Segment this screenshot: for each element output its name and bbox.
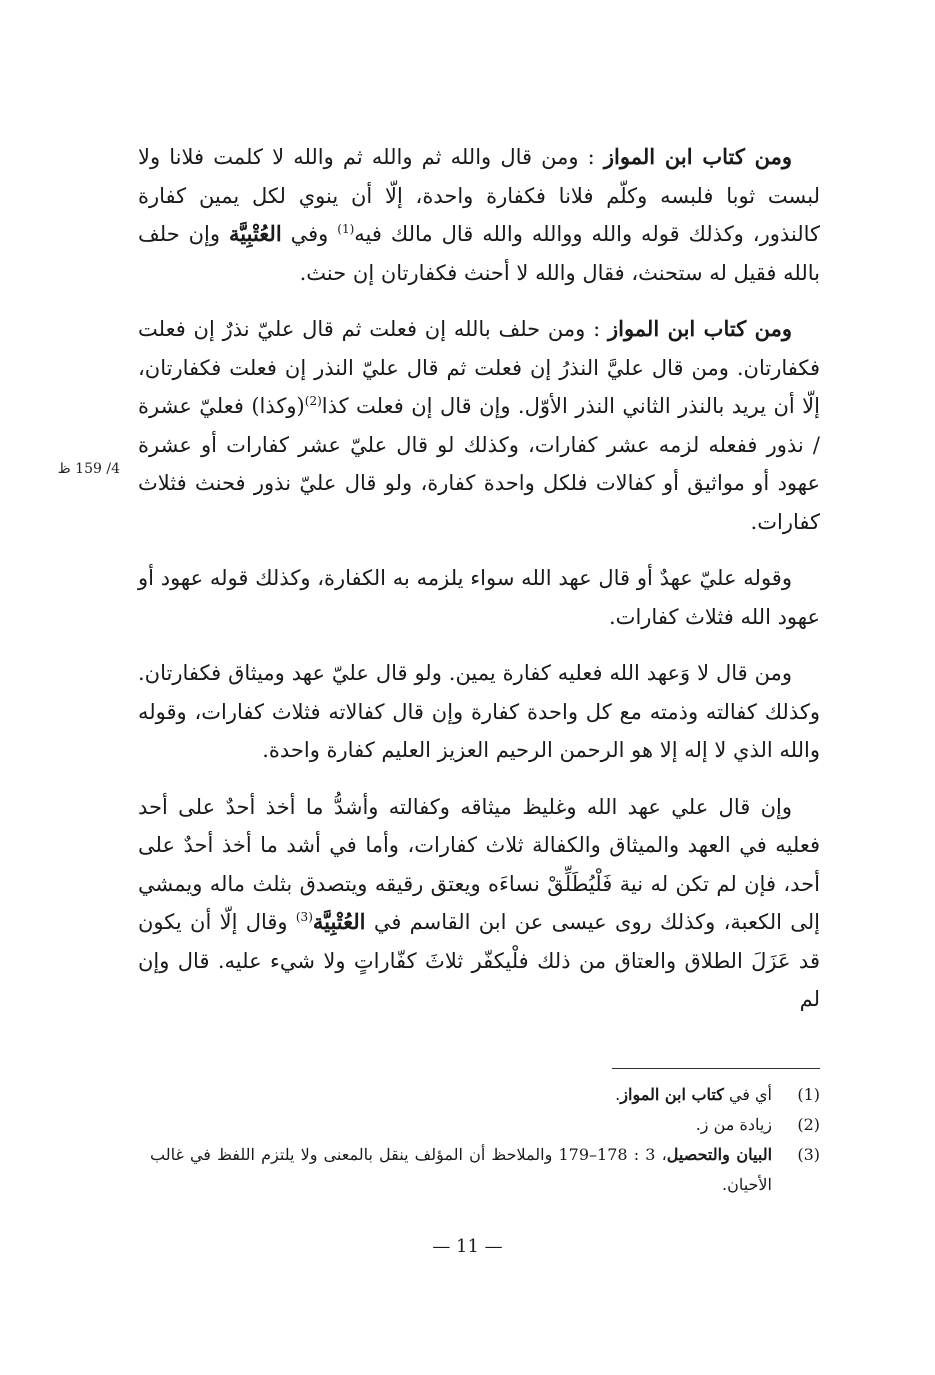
source-heading: العُتْبِيَّة xyxy=(229,221,282,246)
footnote-bold: البيان والتحصيل xyxy=(666,1145,773,1164)
footnote-plain: أي في xyxy=(723,1085,772,1104)
footnote-number: (1) xyxy=(797,1085,820,1104)
footnote-number: (2) xyxy=(797,1115,820,1134)
footnote-ref-2: (2) xyxy=(304,394,322,408)
source-heading: ومن كتاب ابن المواز xyxy=(603,144,792,169)
footnote-number: (3) xyxy=(797,1145,820,1164)
footnote-plain: ، 3 : 178–179 والملاحظ أن المؤلف ينقل بالمعنى ولا يلتزم اللفظ في غالب الأحيان. xyxy=(150,1145,772,1194)
footnote-item xyxy=(150,1140,820,1200)
footnote-ref-3: (3) xyxy=(295,910,313,924)
paragraph-text: وإن قال علي عهد الله وغليظ ميثاقه وكفالته وأشدُّ ما أخذ أحدٌ على أحد فعليه في العهد والميثاق والكفالة ثلاث كفارات، وأما في أشد ما أخذ أحدٌ على أحد، فإن لم تكن له نية فَلْيُطَلِّقْ نساءَه ويعتق رقيقه ويتصدق بثلث ماله ويمشي إلى الكعبة، وكذلك روى عيسى عن ابن القاسم في xyxy=(138,794,820,934)
manuscript-folio-note: 4/ 159 ظ xyxy=(57,461,120,477)
paragraph-text: وإن حلف بالله فقيل له ستحنث، فقال والله لا أحنث فكفارتان إن حنث. xyxy=(138,222,820,285)
paragraph-3: وقوله عليّ عهدٌ أو قال عهد الله سواء يلزمه به الكفارة، وكذلك قوله عهود أو عهود الله فثلاث كفارات. xyxy=(138,566,820,629)
footnote-text xyxy=(150,1080,772,1110)
paragraph-4: ومن قال لا وَعهد الله فعليه كفارة يمين. ولو قال عليّ عهد وميثاق فكفارتان. وكذلك كفالته وذمته مع كل واحدة كفارة وإن قال كفالاته فثلاث كفارات، وقوله والله الذي لا إله إلا هو الرحمن الرحيم العزيز العليم كفارة واحدة. xyxy=(138,661,820,762)
paragraph-text: وقال إلّا أن يكون قد عَزَلَ الطلاق والعتاق من ذلك فلْيكفّر ثلاثَ كفّاراتٍ ولا شيء عليه. قال وإن لم xyxy=(138,910,820,1011)
paragraph-2 xyxy=(138,310,820,541)
footnote-ref-1: (1) xyxy=(337,222,355,236)
paragraph-text: (وكذا) فعليّ عشرة / نذور ففعله لزمه عشر كفارات، وكذلك لو قال عليّ عشر كفارات أو عشرة عهود أو مواثيق أو كفالات فلكل واحدة كفارة، ولو قال عليّ نذور فحنث فثلاث كفارات. xyxy=(138,394,820,534)
footnote-item xyxy=(150,1080,820,1110)
paragraph-5 xyxy=(138,788,820,1019)
paragraph-text: : ومن قال والله ثم والله ثم والله لا كلمت فلانا ولا لبست ثوبا فلبسه وكلّم فلانا فكفارة واحدة، إلّا أن ينوي لكل يمين كفارة كالنذور، وكذلك قوله والله ووالله والله قال مالك فيه xyxy=(138,145,821,246)
footnote-text xyxy=(150,1140,772,1200)
footnote-plain: . xyxy=(615,1085,621,1104)
footnote-bold: كتاب ابن المواز xyxy=(620,1085,724,1104)
paragraph-1 xyxy=(138,138,820,292)
footnote-item xyxy=(150,1110,820,1140)
main-text xyxy=(138,138,820,1019)
footnote-text: زيادة من ز. xyxy=(695,1115,772,1134)
paragraph-text: وفي xyxy=(281,222,338,246)
footnote-divider xyxy=(612,1068,820,1069)
paragraph-text: : ومن حلف بالله إن فعلت ثم قال عليّ نذرٌ إن فعلت فكفارتان. ومن قال عليَّ النذرُ إن فعلت ثم قال عليّ النذر إن فعلت فكفارتان، إلّا أن يريد بالنذر الثاني النذر الأوّل. وإن قال إن فعلت كذا xyxy=(138,317,820,418)
footnotes xyxy=(150,1080,820,1200)
page-number: — 11 — xyxy=(432,1236,503,1257)
source-heading: ومن كتاب ابن المواز xyxy=(607,316,792,341)
source-heading: العُتْبِيَّة xyxy=(312,909,366,934)
